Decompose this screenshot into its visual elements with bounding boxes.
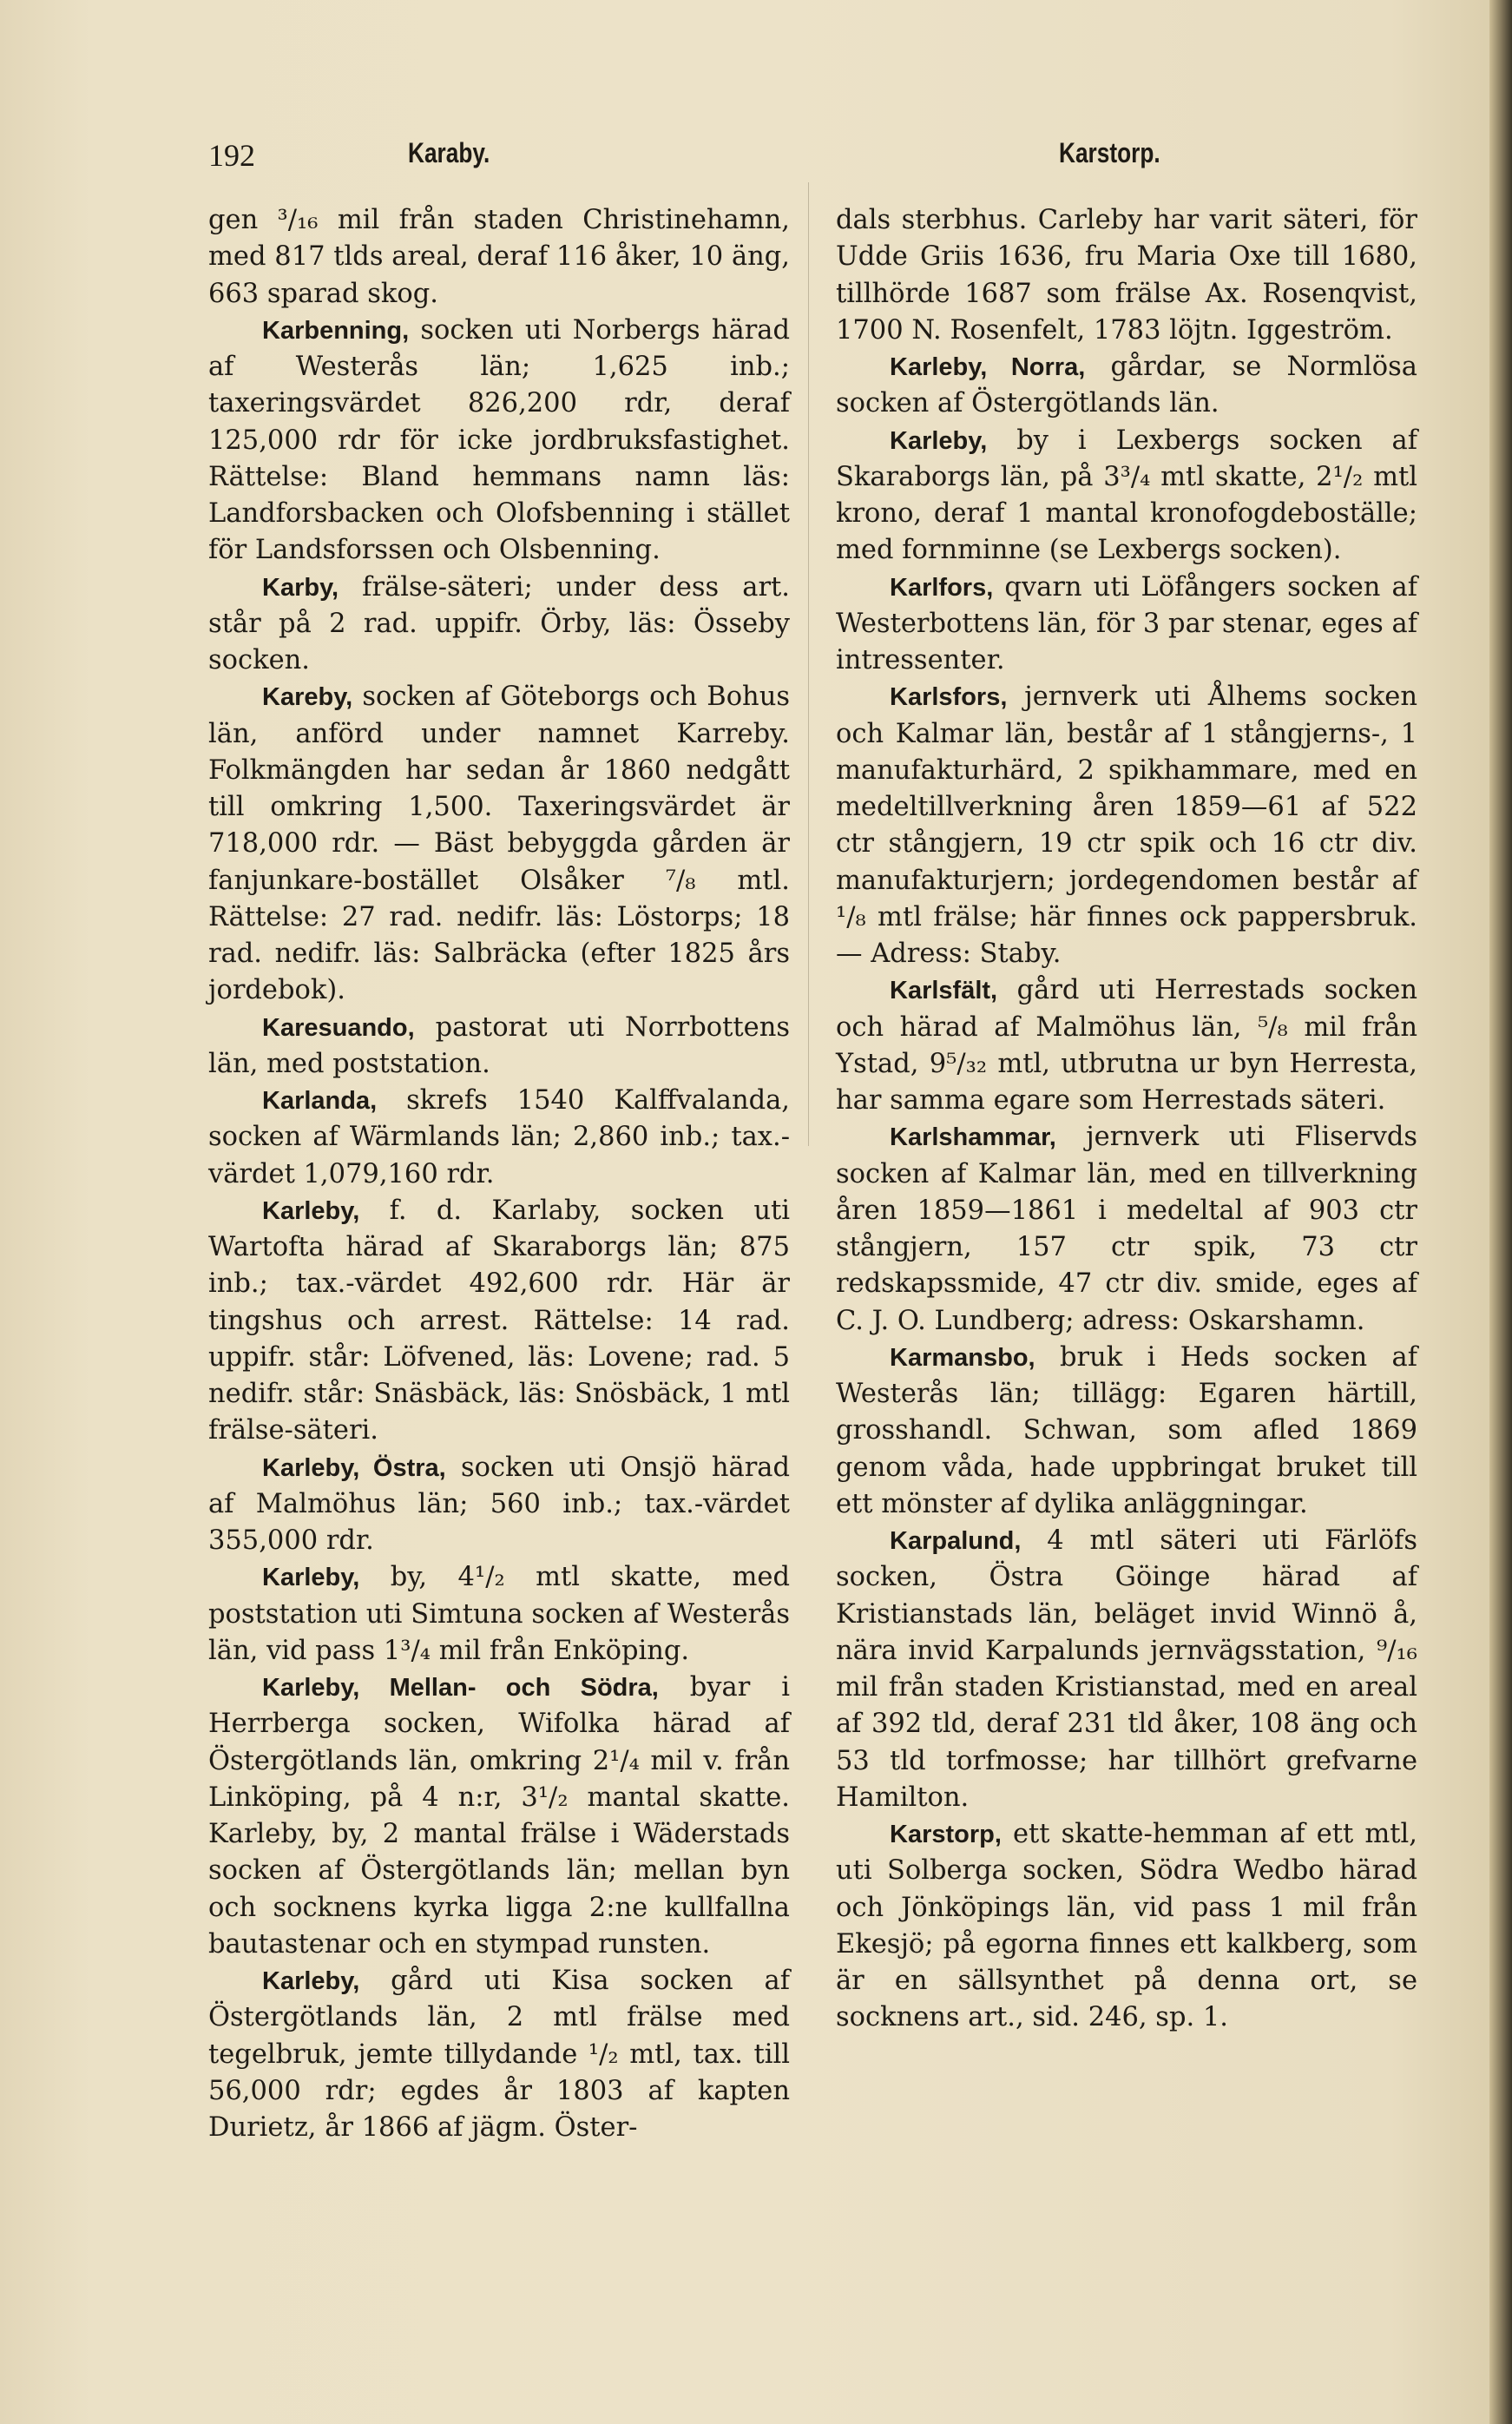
entry-text: gård uti Herrestads socken och härad af Malmöhus län, ⁵/₈ mil från Ystad, 9⁵/₃₂ mtl, utbrutna ur byn Herresta, har samma egare som Herrestads säteri. <box>836 975 1417 1116</box>
entry-headword: Karlfors, <box>890 573 994 602</box>
entry-paragraph <box>836 423 1417 570</box>
entry-text: by i Lexbergs socken af Skaraborgs län, på 3³/₄ mtl skatte, 2¹/₂ mtl krono, deraf 1 mantal kronofogdeboställe; med fornminne (se Lexbergs socken). <box>836 425 1417 566</box>
entry-text: pastorat uti Norrbottens län, med poststation. <box>208 1011 790 1079</box>
entry-paragraph <box>208 313 790 570</box>
entry-headword: Karleby, <box>262 1196 360 1225</box>
entry-paragraph <box>836 570 1417 680</box>
entry-text: ett skatte-hemman af ett mtl, uti Solberga socken, Södra Wedbo härad och Jönköpings län, vid pass 1 mil från Ekesjö; på egorna finnes ett kalkberg, som är en sällsynthet på denna ort, se socknens art., sid. 246, sp. 1. <box>836 1819 1417 2033</box>
entry-text: frälse-säteri; under dess art. står på 2 rad. uppifr. Örby, läs: Össeby socken. <box>208 571 790 675</box>
entry-paragraph <box>208 1963 790 2146</box>
entry-text: by, 4¹/₂ mtl skatte, med poststation uti Simtuna socken af Westerås län, vid pass 1³/₄ mil från Enköping. <box>208 1562 790 1666</box>
entry-paragraph <box>836 972 1417 1119</box>
entry-headword: Karstorp, <box>890 1821 1002 1848</box>
running-head-right: Karstorp. <box>1059 137 1160 168</box>
entry-text: bruk i Heds socken af Westerås län; tillägg: Egaren härtill, grosshandl. Schwan, som afled 1869 genom våda, hade uppbringat bruket till ett mönster af dylika anläggningar. <box>836 1341 1417 1519</box>
entry-paragraph <box>208 1010 790 1084</box>
entry-paragraph <box>208 1193 790 1450</box>
entry-text: gen ³/₁₆ mil från staden Christinehamn, med 817 tlds areal, deraf 116 åker, 10 äng, 663 sparad skog. <box>208 205 790 309</box>
entry-paragraph <box>836 349 1417 423</box>
column-divider <box>808 182 809 1146</box>
entry-paragraph <box>208 679 790 1009</box>
entry-headword: Karleby, Östra, <box>262 1453 446 1482</box>
entry-headword: Karleby, <box>262 1967 360 1995</box>
entry-text: dals sterbhus. Carleby har varit säteri, för Udde Griis 1636, fru Maria Oxe till 1680, tillhörde 1687 som frälse Ax. Rosenqvist, 1700 N. Rosenfelt, 1783 löjtn. Iggeström. <box>836 205 1417 346</box>
right-column <box>836 202 1417 2037</box>
book-spine-edge <box>1489 0 1512 2424</box>
entry-headword: Karlsfors, <box>890 683 1008 712</box>
entry-paragraph <box>836 1119 1417 1340</box>
entry-headword: Karleby, <box>890 426 988 455</box>
page-header <box>208 137 1423 181</box>
entry-headword: Karby, <box>262 573 339 602</box>
entry-headword: Karesuando, <box>262 1013 415 1042</box>
entry-text: gård uti Kisa socken af Östergötlands län, 2 mtl frälse med tegelbruk, jemte tillydande ¹/₂ mtl, tax. till 56,000 rdr; egdes år 1803 af kapten Durietz, år 1866 af jägm. Öster- <box>208 1966 790 2143</box>
entry-paragraph <box>836 1523 1417 1816</box>
left-column <box>208 202 790 2146</box>
entry-paragraph <box>208 570 790 680</box>
entry-paragraph <box>836 1340 1417 1523</box>
entry-text: qvarn uti Löfångers socken af Westerbottens län, för 3 par stenar, eges af intressenter. <box>836 571 1417 675</box>
entry-paragraph <box>208 202 790 313</box>
entry-text: jernverk uti Ålhems socken och Kalmar län, består af 1 stångjerns-, 1 manufakturhärd, 2 spikhammare, med en medeltillverkning åren 1859—61 af 522 ctr stångjern, 19 ctr spik och 16 ctr div. manufakturjern; jordegendomen består af ¹/₈ mtl frälse; här finnes ock pappersbruk. — Adress: Staby. <box>836 682 1417 969</box>
entry-headword: Karmansbo, <box>890 1343 1035 1372</box>
entry-paragraph <box>208 1450 790 1560</box>
entry-headword: Karlanda, <box>262 1087 378 1115</box>
entry-paragraph <box>836 1816 1417 2037</box>
entry-headword: Karleby, Mellan- och Södra, <box>262 1674 659 1702</box>
entry-headword: Kareby, <box>262 683 353 712</box>
entry-text: socken uti Onsjö härad af Malmöhus län; 560 inb.; tax.-värdet 355,000 rdr. <box>208 1452 790 1556</box>
entry-paragraph <box>836 202 1417 349</box>
entry-text: byar i Herrberga socken, Wifolka härad af Östergötlands län, omkring 2¹/₄ mil v. från Linköping, på 4 n:r, 3¹/₂ mantal skatte. Karleby, by, 2 mantal frälse i Wäderstads socken af Östergötlands län; mellan byn och socknens kyrka ligga 2:ne kullfallna bautastenar och en stympad runsten. <box>208 1672 790 1960</box>
entry-headword: Karlshammar, <box>890 1123 1056 1152</box>
entry-text: socken uti Norbergs härad af Westerås län; 1,625 inb.; taxeringsvärdet 826,200 rdr, deraf 125,000 rdr för icke jordbruksfastighet. Rättelse: Bland hemmans namn läs: Landforsbacken och Olofsbenning i stället för Landsforssen och Olsbenning. <box>208 314 790 566</box>
entry-text: 4 mtl säteri uti Färlöfs socken, Östra Göinge härad af Kristianstads län, beläget invid Winnö å, nära invid Karpalunds jernvägsstation, ⁹/₁₆ mil från staden Kristianstad, med en areal af 392 tld, deraf 231 tld åker, 108 äng och 53 tld torfmosse; har tillhört grefvarne Hamilton. <box>836 1525 1417 1813</box>
entry-text: socken af Göteborgs och Bohus län, anförd under namnet Karreby. Folkmängden har sedan år 1860 nedgått till omkring 1,500. Taxeringsvärdet är 718,000 rdr. — Bäst bebyggda gården är fanjunkare-bostället Olsåker ⁷/₈ mtl. Rättelse: 27 rad. nedifr. läs: Löstorps; 18 rad. nedifr. läs: Salbräcka (efter 1825 års jordebok). <box>208 682 790 1006</box>
entry-headword: Karpalund, <box>890 1527 1022 1555</box>
entry-text: skrefs 1540 Kalffvalanda, socken af Wärmlands län; 2,860 inb.; tax.-värdet 1,079,160 rdr. <box>208 1085 790 1189</box>
entry-paragraph <box>208 1670 790 1963</box>
entry-text: f. d. Karlaby, socken uti Wartofta härad af Skaraborgs län; 875 inb.; tax.-värdet 492,600 rdr. Här är tingshus och arrest. Rättelse: 14 rad. uppifr. står: Löfvened, läs: Lovene; rad. 5 nedifr. står: Snäsbäck, läs: Snösbäck, 1 mtl frälse-säteri. <box>208 1195 790 1446</box>
entry-headword: Karbenning, <box>262 316 410 345</box>
entry-headword: Karlsfält, <box>890 977 998 1005</box>
page-number: 192 <box>208 138 255 173</box>
entry-text: gårdar, se Normlösa socken af Östergötlands län. <box>836 352 1417 419</box>
running-head-left: Karaby. <box>408 137 490 168</box>
entry-paragraph <box>836 679 1417 972</box>
entry-text: jernverk uti Fliservds socken af Kalmar län, med en tillverkning åren 1859—1861 i medeltal af 903 ctr stångjern, 157 ctr spik, 73 ctr redskapssmide, 47 ctr div. smide, eges af C. J. O. Lundberg; adress: Oskarshamn. <box>836 1122 1417 1336</box>
entry-headword: Karleby, <box>262 1564 360 1592</box>
entry-headword: Karleby, Norra, <box>890 353 1086 381</box>
entry-paragraph <box>208 1083 790 1193</box>
entry-paragraph <box>208 1559 790 1670</box>
